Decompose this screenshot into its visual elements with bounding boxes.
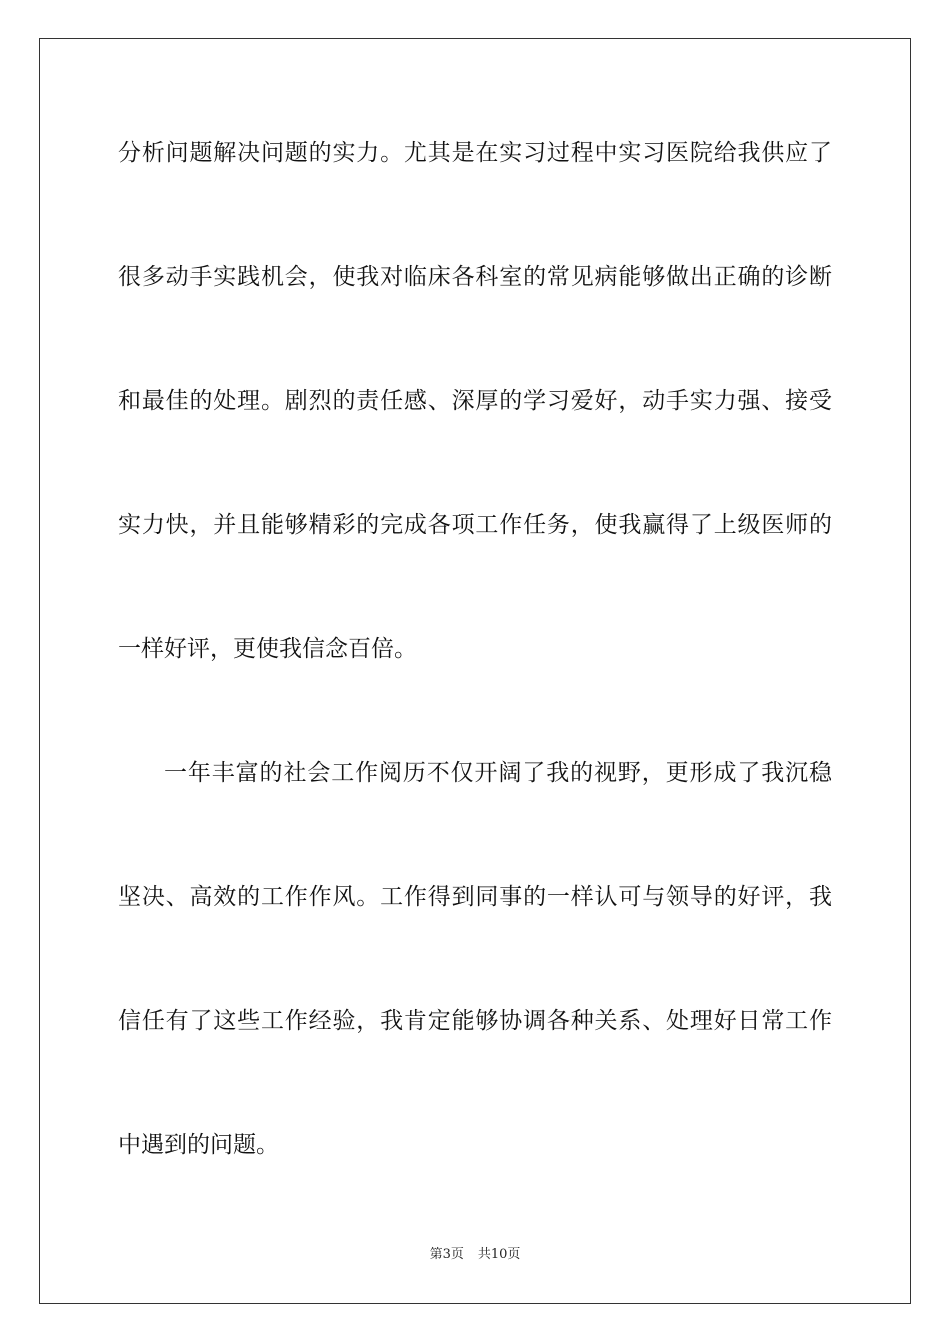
- text-line: 一样好评，更使我信念百倍。: [118, 636, 417, 662]
- page-frame: [39, 38, 911, 1304]
- text-line: 很多动手实践机会，使我对临床各科室的常见病能够做出正确的诊断: [118, 264, 832, 290]
- text-line: 分析问题解决问题的实力。尤其是在实习过程中实习医院给我供应了: [118, 140, 832, 166]
- text-line: 坚决、高效的工作作风。工作得到同事的一样认可与领导的好评，我: [118, 884, 832, 910]
- text-line: 中遇到的问题。: [118, 1132, 279, 1158]
- text-line: 信任有了这些工作经验，我肯定能够协调各种关系、处理好日常工作: [118, 1008, 832, 1034]
- page-footer: [0, 1246, 950, 1264]
- text-line: 实力快，并且能够精彩的完成各项工作任务，使我赢得了上级医师的: [118, 512, 832, 538]
- text-line: 和最佳的处理。剧烈的责任感、深厚的学习爱好，动手实力强、接受: [118, 388, 832, 414]
- page-number: 第3页: [429, 1247, 464, 1262]
- text-line-indented: 一年丰富的社会工作阅历不仅开阔了我的视野，更形成了我沉稳: [164, 760, 832, 786]
- total-pages: 共10页: [477, 1247, 521, 1262]
